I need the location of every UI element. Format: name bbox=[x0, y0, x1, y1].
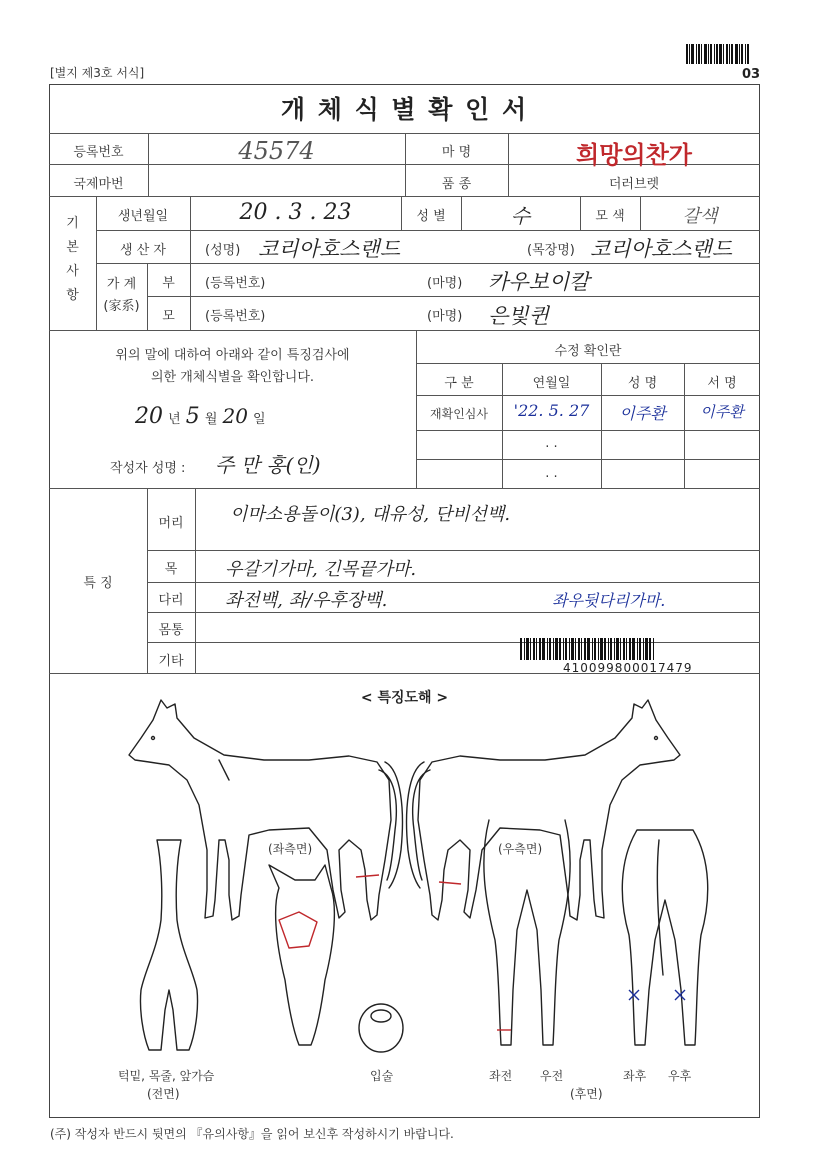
rear-view bbox=[622, 830, 707, 1045]
producer-name-label: (성명) bbox=[205, 243, 241, 258]
head-front-view bbox=[269, 865, 334, 1045]
lips-view bbox=[359, 1004, 403, 1052]
diagram-title: < 특징도해 > bbox=[360, 690, 449, 706]
sire-name-label: (마명) bbox=[427, 276, 463, 291]
feature-value-head: 이마소용돌이(3), 대유성, 단비선백. bbox=[230, 504, 511, 525]
color-label: 모 색 bbox=[595, 209, 625, 224]
lips-label: 입술 bbox=[370, 1069, 394, 1083]
reg-no-value: 45574 bbox=[238, 137, 315, 165]
basic-section-label: 기 본 사 항 bbox=[66, 216, 79, 303]
breed-label: 품 종 bbox=[441, 177, 472, 192]
birth-label: 생년월일 bbox=[117, 209, 169, 224]
feature-value-legs: 좌전백, 좌/우후장백. bbox=[225, 590, 388, 611]
sire-reg-label: (등록번호) bbox=[205, 276, 266, 291]
feature-label-head: 머리 bbox=[158, 516, 184, 531]
revision-header-date: 연월일 bbox=[532, 376, 571, 391]
revision-row-type: 재확인심사 bbox=[430, 407, 488, 421]
right-side-horse bbox=[407, 700, 680, 920]
feature-label-legs: 다리 bbox=[158, 593, 184, 608]
confirm-date: 20 년 5 월 20 일 bbox=[135, 404, 266, 429]
hind-right-label: 우후 bbox=[668, 1069, 692, 1083]
feature-label-other: 기타 bbox=[158, 654, 184, 669]
farm-value: 코리아호스랜드 bbox=[590, 237, 733, 261]
dam-name-label: (마명) bbox=[427, 309, 463, 324]
revision-header-name: 성 명 bbox=[627, 376, 658, 391]
revision-title: 수정 확인란 bbox=[554, 344, 622, 359]
feature-label-neck: 목 bbox=[164, 562, 178, 577]
hind-left-label: 좌후 bbox=[623, 1069, 647, 1083]
breed-value: 더러브렛 bbox=[608, 177, 660, 192]
revision-row-date: '22. 5. 27 bbox=[513, 401, 590, 420]
front-caption: 턱밑, 목줄, 앞가슴 bbox=[118, 1069, 215, 1083]
intl-no-label: 국제마번 bbox=[73, 177, 124, 192]
revision-row-date: . . bbox=[545, 436, 558, 451]
sex-label: 성 별 bbox=[416, 209, 446, 224]
dam-reg-label: (등록번호) bbox=[205, 309, 266, 324]
dam-label: 모 bbox=[162, 309, 175, 324]
page-code: 03 bbox=[742, 67, 761, 82]
color-value: 갈색 bbox=[682, 206, 718, 227]
revision-row-name: 이주환 bbox=[619, 404, 666, 423]
revision-row-sign: 이주환 bbox=[700, 403, 744, 421]
footer-note: (주) 작성자 반드시 뒷면의 『유의사항』을 읽어 보신후 작성하시기 바랍니다. bbox=[50, 1127, 454, 1141]
statement-line-2: 의한 개체식별을 확인합니다. bbox=[150, 370, 315, 385]
feature-value-legs-blue: 좌우뒷다리가마. bbox=[552, 591, 666, 610]
page-title: 개 체 식 별 확 인 서 bbox=[280, 95, 529, 124]
birth-value: 20 . 3 . 23 bbox=[239, 200, 352, 225]
statement-line-1: 위의 말에 대하여 아래와 같이 특징검사에 bbox=[115, 348, 350, 363]
farm-label: (목장명) bbox=[527, 243, 575, 258]
left-side-horse bbox=[129, 700, 402, 920]
right-side-label: (우측면) bbox=[498, 842, 543, 856]
top-barcode bbox=[686, 44, 762, 64]
rear-view-label: (후면) bbox=[570, 1087, 603, 1101]
front-view bbox=[140, 840, 197, 1050]
horse-name-label: 마 명 bbox=[441, 145, 472, 160]
producer-name-value: 코리아호스랜드 bbox=[258, 237, 401, 261]
feature-value-neck: 우갈기가마, 긴목끝가마. bbox=[225, 559, 417, 580]
revision-header-sign: 서 명 bbox=[707, 376, 737, 391]
form-label: [별지 제3호 서식] bbox=[50, 66, 145, 80]
sex-value: 수 bbox=[510, 204, 531, 228]
producer-label: 생 산 자 bbox=[120, 243, 166, 258]
feature-label-body: 몸통 bbox=[158, 623, 184, 638]
sire-name-value: 카우보이칼 bbox=[488, 270, 590, 294]
revision-header-type: 구 분 bbox=[444, 376, 474, 391]
front-view-label: (전면) bbox=[147, 1087, 180, 1101]
writer-label: 작성자 성명 : bbox=[110, 461, 186, 476]
writer-value: 주 만 홍(인) bbox=[215, 453, 321, 477]
features-section-label: 특 징 bbox=[83, 576, 113, 591]
horse-diagram bbox=[49, 690, 760, 1118]
left-side-label: (좌측면) bbox=[268, 842, 313, 856]
reg-no-label: 등록번호 bbox=[73, 145, 124, 160]
barcode-number: 410099800017479 bbox=[563, 661, 693, 675]
horse-name-value: 희망의찬가 bbox=[576, 140, 692, 169]
revision-row-date: . . bbox=[545, 466, 558, 481]
dam-name-value: 은빛퀸 bbox=[488, 304, 549, 328]
sire-label: 부 bbox=[162, 276, 175, 291]
feature-barcode bbox=[520, 638, 716, 660]
lineage-label: 가 계 (家系) bbox=[103, 277, 140, 314]
front-left-label: 좌전 bbox=[489, 1069, 513, 1083]
front-right-label: 우전 bbox=[540, 1069, 564, 1083]
